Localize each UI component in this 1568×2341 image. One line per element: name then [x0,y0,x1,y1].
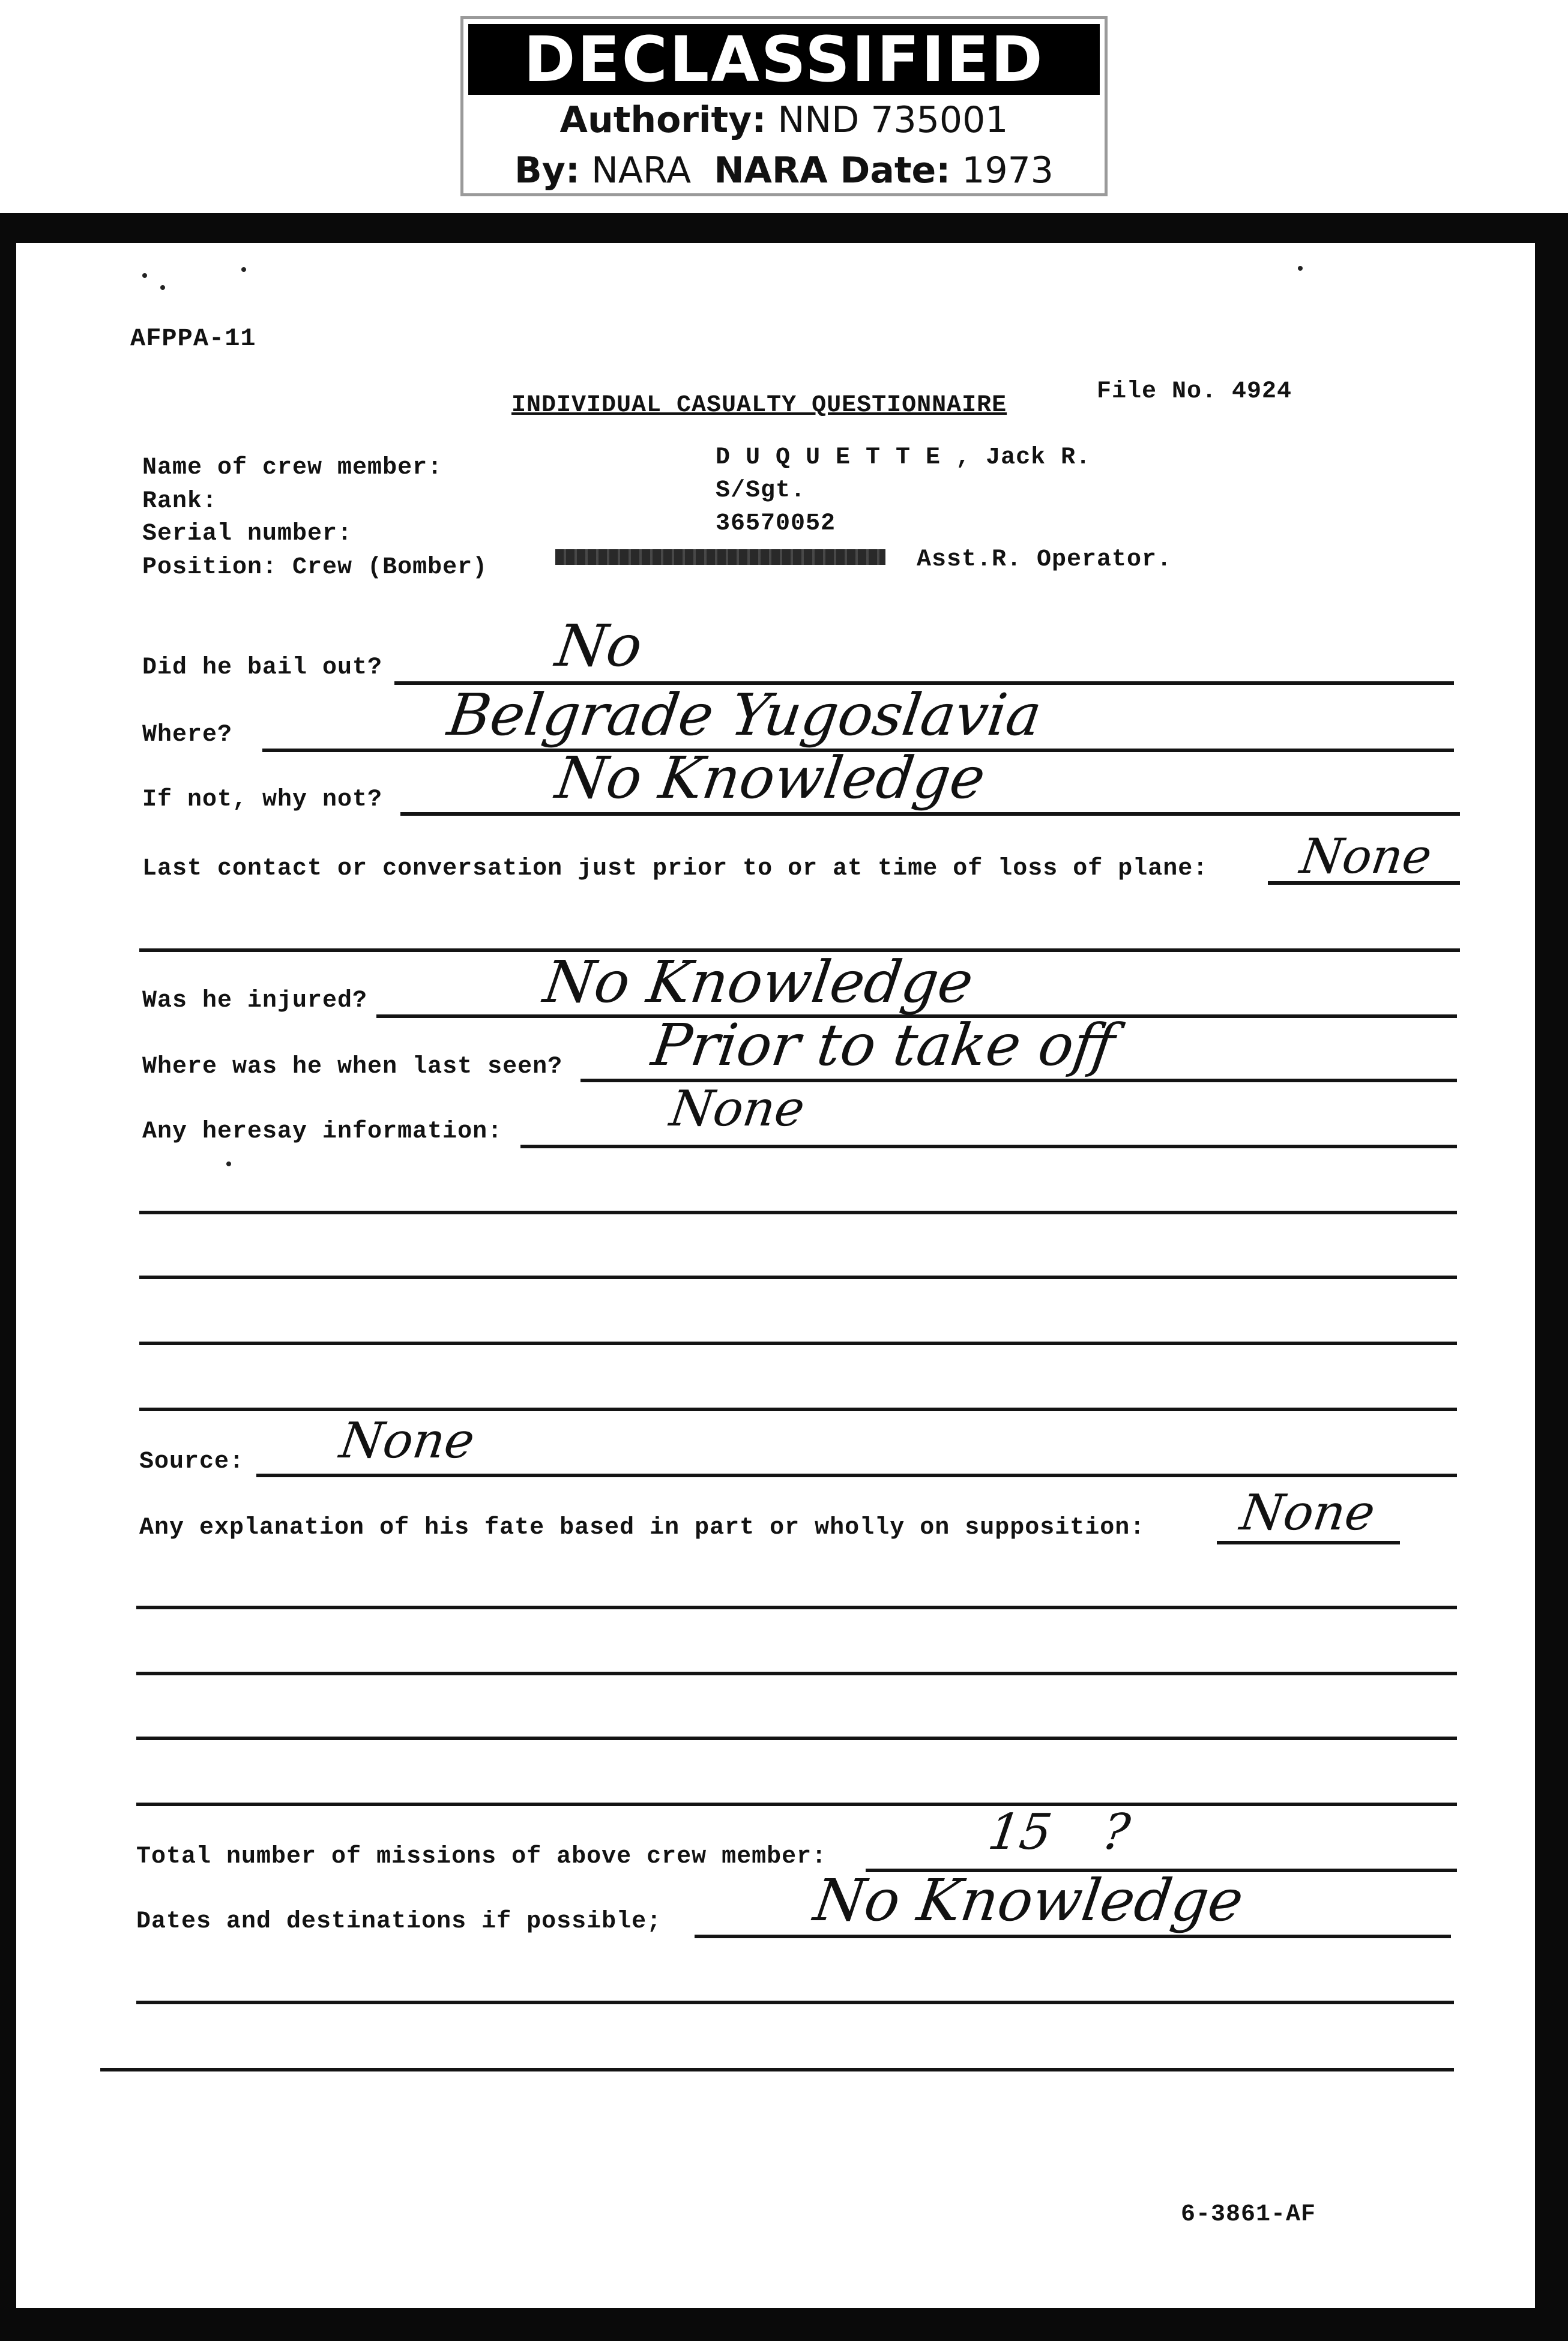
why-not-label: If not, why not? [142,786,383,813]
stamp-by-line [463,145,1105,196]
struck-out-text [555,549,885,565]
blank-line [136,2001,1454,2004]
blank-line [136,1737,1457,1740]
rank-value: S/Sgt. [716,477,806,504]
answer-line [400,812,1460,816]
dates-answer: No Knowledge [810,1867,1247,1934]
form-title: INDIVIDUAL CASUALTY QUESTIONNAIRE [511,392,1007,419]
blank-line [139,1276,1457,1279]
scan-speck [241,267,246,272]
stamp-by-label: By: [514,149,580,191]
blank-line [100,2068,1454,2071]
name-label: Name of crew member: [142,454,443,481]
blank-line [139,1211,1457,1214]
last-contact-answer: None [1297,828,1435,884]
name-value: D U Q U E T T E , Jack R. [716,444,1091,471]
last-seen-label: Where was he when last seen? [142,1053,563,1080]
hearsay-answer: None [666,1080,809,1137]
explanation-answer: None [1237,1484,1379,1541]
scan-speck [160,285,165,290]
declassified-stamp [460,16,1108,196]
questionnaire-page [16,243,1535,2308]
where-answer: Belgrade Yugoslavia [444,681,1046,749]
file-number-label: File No. [1097,378,1217,405]
stamp-by-value: NARA [591,149,692,191]
footer-code: 6-3861-AF [1181,2201,1316,2228]
answer-line [520,1145,1457,1148]
scan-speck [142,273,147,278]
blank-line [136,1672,1457,1675]
serial-label: Serial number: [142,520,353,547]
file-number-value: 4924 [1232,378,1292,405]
stamp-authority-value: NND 735001 [777,99,1009,141]
injured-label: Was he injured? [142,987,368,1014]
answer-line [695,1935,1451,1938]
injured-answer: No Knowledge [540,948,977,1016]
stamp-date-label: NARA Date: [714,149,951,191]
rank-label: Rank: [142,488,218,515]
blank-line [136,1606,1457,1609]
stamp-title: DECLASSIFIED [468,24,1100,95]
where-label: Where? [142,722,233,749]
bail-out-label: Did he bail out? [142,654,383,681]
explanation-label: Any explanation of his fate based in part or wholly on supposition: [139,1514,1145,1541]
blank-line [139,1342,1457,1345]
stamp-date-value: 1973 [962,149,1054,191]
dates-label: Dates and destinations if possible; [136,1908,662,1935]
last-contact-label: Last contact or conversation just prior to or at time of loss of plane: [142,855,1208,882]
stamp-authority-line [463,95,1105,145]
source-answer: None [336,1412,478,1469]
hearsay-label: Any heresay information: [142,1118,503,1145]
serial-value: 36570052 [716,510,836,537]
why-not-answer: No Knowledge [552,744,989,812]
file-number [1097,378,1292,405]
position-value: Asst.R. Operator. [917,546,1172,573]
bail-out-answer: No [552,612,647,679]
missions-answer: 15 ? [985,1804,1134,1861]
answer-line [256,1474,1457,1477]
stamp-authority-label: Authority: [559,99,767,141]
missions-label: Total number of missions of above crew member: [136,1843,827,1870]
last-seen-answer: Prior to take off [648,1011,1120,1079]
blank-line [139,1408,1457,1411]
position-label: Position: Crew (Bomber) [142,554,488,581]
source-label: Source: [139,1448,245,1475]
blank-line [136,1803,1457,1806]
form-code: AFPPA-11 [130,324,256,353]
scan-speck [226,1161,231,1166]
scan-speck [1298,266,1303,271]
